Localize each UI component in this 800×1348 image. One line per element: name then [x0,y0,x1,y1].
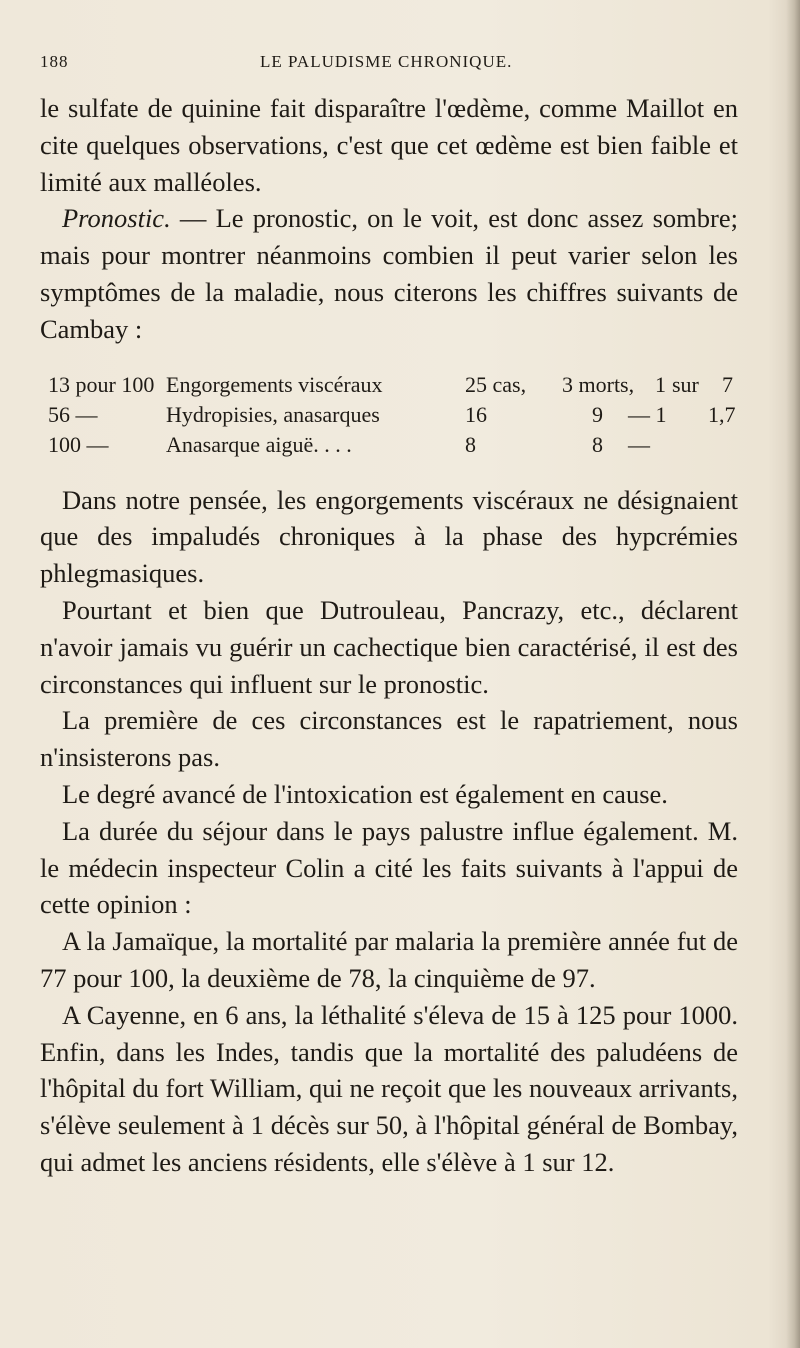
paragraph-duree-sejour: La durée du séjour dans le pays palustre influe également. M. le médecin inspecteur Colin a cité les faits suivants à l'appui de cette opinion : [40,815,738,920]
table-row [40,430,738,460]
pronostic-text: — Le pronostic, on le voit, est donc assez sombre; mais pour montrer néanmoins combien il peut varier selon les symptômes de la maladie, nous citerons les chiffres suivants de Cambay : [40,203,738,344]
cambay-stats-table [40,370,738,460]
row-one: — 1 [628,401,667,427]
row-condition: Engorgements viscéraux [166,371,383,397]
paragraph-rapatriement: La première de ces circonstances est le rapatriement, nous n'insisterons pas. [40,705,738,773]
row-condition: Hydropisies, anasarques [166,401,380,427]
table-row [40,370,738,400]
row-condition: Anasarque aiguë. . . . [166,431,352,457]
paragraph-intoxication: Le degré avancé de l'intoxication est également en cause. [62,778,668,809]
paragraph-quinine: le sulfate de quinine fait disparaître l'œdème, comme Maillot en cite quelques observations, c'est que cet œdème est bien faible et limité aux malléoles. [40,93,738,197]
row-deaths: 9 [592,401,603,427]
running-head [40,52,760,82]
row-rate: 1,7 [708,401,736,427]
paragraph-jamaique: A la Jamaïque, la mortalité par malaria la première année fut de 77 pour 100, la deuxième de 78, la cinquième de 97. [40,926,738,993]
row-ratio: 100 — [48,431,109,457]
paragraph-cayenne: A Cayenne, en 6 ans, la léthalité s'éleva de 15 à 125 pour 1000. Enfin, dans les Indes, tandis que la mortalité des paludéens de l'hôpital du fort William, qui ne reçoit que les nouveaux arrivants, s'élève seulement à 1 décès sur 50, à l'hôpital général de Bombay, qui admet les anciens résidents, elle s'élève à 1 sur 12. [40,999,738,1177]
paragraph-engorgements: Dans notre pensée, les engorgements viscéraux ne désignaient que des impaludés chroniques à la phase des hypcrémies phlegmasiques. [40,484,738,589]
row-deaths: 8 [592,431,603,457]
row-deaths: 3 morts, [562,371,635,397]
row-cases: 25 cas, [465,371,527,397]
page-number: 188 [40,52,69,71]
body-text [40,90,738,1181]
row-one: 1 [655,371,666,397]
paragraph-dutrouleau: Pourtant et bien que Dutrouleau, Pancrazy, etc., déclarent n'avoir jamais vu guérir un cachectique bien caractérisé, il est des circonstances qui influent sur le pronostic. [40,594,738,699]
row-one: — [628,431,650,457]
row-ratio: 13 pour 100 [48,371,155,397]
table-row [40,400,738,430]
paragraph-pronostic [40,200,738,347]
pronostic-heading: Pronostic. [62,203,171,234]
running-title: LE PALUDISME CHRONIQUE. [260,52,513,71]
row-rate: 7 [722,371,733,397]
row-cases: 8 [465,431,476,457]
row-ratio: 56 — [48,401,98,427]
row-sur: sur [672,371,699,397]
row-cases: 16 [465,401,487,427]
page-edge-shadow [786,0,800,1348]
